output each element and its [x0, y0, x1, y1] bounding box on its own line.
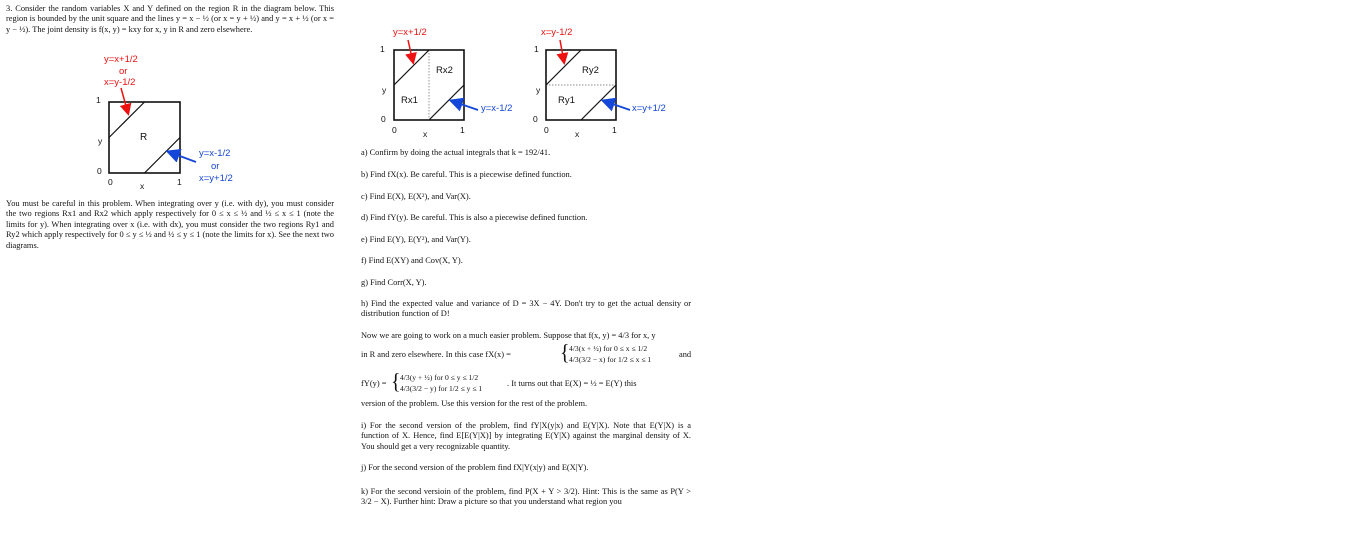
- dy-region-upper: Ry2: [582, 65, 599, 76]
- main-tick-0: 0: [97, 166, 102, 176]
- main-label-line4: x=y+1/2: [199, 173, 233, 184]
- main-label-line2: x=y-1/2: [104, 77, 136, 88]
- dx-top-label: y=x+1/2: [393, 27, 427, 38]
- main-red-arrow: [121, 88, 128, 113]
- dy-x-axis: x: [575, 129, 580, 139]
- dx-x-one: 1: [460, 125, 465, 135]
- fx-piece-2: 4/3(3/2 − x) for 1/2 ≤ x ≤ 1: [569, 355, 652, 364]
- dy-y-axis: y: [536, 85, 541, 95]
- question-e: e) Find E(Y), E(Y²), and Var(Y).: [361, 235, 471, 244]
- fx-brace: {: [560, 340, 570, 366]
- dx-y-axis: y: [382, 85, 387, 95]
- problem-careful: You must be careful in this problem. When integrating over y (i.e. with dy), you must consider the two regions Rx1 and Rx2 which apply respectively for 0 ≤ x ≤ ½ and ½ ≤ x ≤ 1 (note the limits for y). When integrating over x (i.e. with dx), you must consider the two regions Ry1 and Ry2 which apply respectively for 0 ≤ y ≤ ½ and ½ ≤ y ≤ 1 (note the limits for x). See the next two diagrams.: [6, 199, 334, 250]
- main-tick-1: 1: [96, 95, 101, 105]
- question-k: k) For the second versioin of the problem, find P(X + Y > 3/2). Hint: This is the same as P(Y > 3/2 − X). Further hint: Draw a picture so that you understand what region you: [361, 487, 691, 507]
- dx-blue-arrow: [452, 101, 478, 110]
- question-b: b) Find fX(x). Be careful. This is a piecewise defined function.: [361, 170, 572, 179]
- question-h: h) Find the expected value and variance of D = 3X − 4Y. Don't try to get the actual density or distribution function of D!: [361, 299, 691, 319]
- easier-fy-trail: . It turns out that E(X) = ½ = E(Y) this: [507, 379, 637, 388]
- easier-fx-line: [361, 340, 692, 367]
- dy-tick-1: 1: [534, 44, 539, 54]
- fy-piece-2: 4/3(3/2 − y) for 1/2 ≤ y ≤ 1: [400, 384, 483, 393]
- dx-tick-0: 0: [381, 114, 386, 124]
- dy-region-lower: Ry1: [558, 95, 575, 106]
- main-label-or1: or: [119, 66, 128, 77]
- dy-blue-arrow: [604, 101, 630, 110]
- dx-region-upper: Rx2: [436, 65, 453, 76]
- main-x-axis: x: [140, 181, 145, 191]
- easier-line-1: Now we are going to work on a much easier problem. Suppose that f(x, y) = 4/3 for x, y: [361, 331, 656, 340]
- main-blue-arrow: [169, 152, 196, 162]
- easier-fx-lead: in R and zero elsewhere. In this case fX(x) =: [361, 350, 511, 359]
- main-x-zero: 0: [108, 177, 113, 187]
- main-lower-diagonal: [145, 138, 181, 174]
- dy-right-label: x=y+1/2: [632, 103, 666, 114]
- dy-x-zero: 0: [544, 125, 549, 135]
- easier-fy-lead: fY(y) =: [361, 379, 387, 388]
- main-label-line3: y=x-1/2: [199, 148, 231, 159]
- main-label-or2: or: [211, 161, 220, 172]
- question-f: f) Find E(XY) and Cov(X, Y).: [361, 256, 463, 265]
- main-region-label: R: [140, 132, 148, 143]
- main-y-axis: y: [98, 136, 103, 146]
- question-d: d) Find fY(y). Be careful. This is also a piecewise defined function.: [361, 213, 588, 222]
- dy-x-one: 1: [612, 125, 617, 135]
- dy-top-label: x=y-1/2: [541, 27, 573, 38]
- question-i: i) For the second version of the problem, find fY|X(y|x) and E(Y|X). Note that E(Y|X) is a function of X. Hence, find E[E(Y|X)] by integrating E(Y|X) against the marginal density of X. You should get a very recognizable quantity.: [361, 421, 691, 451]
- question-a: a) Confirm by doing the actual integrals that k = 192/41.: [361, 148, 551, 157]
- dx-red-arrow: [408, 40, 413, 62]
- dy-red-arrow: [560, 40, 564, 62]
- easier-line-3: version of the problem. Use this version for the rest of the problem.: [361, 399, 588, 408]
- main-label-line1: y=x+1/2: [104, 54, 138, 65]
- dx-region-lower: Rx1: [401, 95, 418, 106]
- dx-tick-1: 1: [380, 44, 385, 54]
- dy-tick-0: 0: [533, 114, 538, 124]
- dx-x-axis: x: [423, 129, 428, 139]
- question-j: j) For the second version of the problem find fX|Y(x|y) and E(X|Y).: [361, 463, 589, 472]
- question-g: g) Find Corr(X, Y).: [361, 278, 427, 287]
- dx-right-label: y=x-1/2: [481, 103, 513, 114]
- problem-intro: 3. Consider the random variables X and Y defined on the region R in the diagram below. This region is bounded by the unit square and the lines y = x − ½ (or x = y + ½) and y = x + ½ (or x = y − ½). The joint density is f(x, y) = kxy for x, y in R and zero elsewhere.: [6, 4, 334, 34]
- main-x-one: 1: [177, 177, 182, 187]
- fy-piece-1: 4/3(y + ½) for 0 ≤ y ≤ 1/2: [400, 373, 479, 382]
- fx-piece-1: 4/3(x + ½) for 0 ≤ x ≤ 1/2: [569, 344, 648, 353]
- question-c: c) Find E(X), E(X²), and Var(X).: [361, 192, 471, 201]
- fy-brace: {: [391, 369, 401, 395]
- easier-fx-and: and: [679, 350, 692, 359]
- easier-fy-line: [361, 369, 691, 396]
- dx-x-zero: 0: [392, 125, 397, 135]
